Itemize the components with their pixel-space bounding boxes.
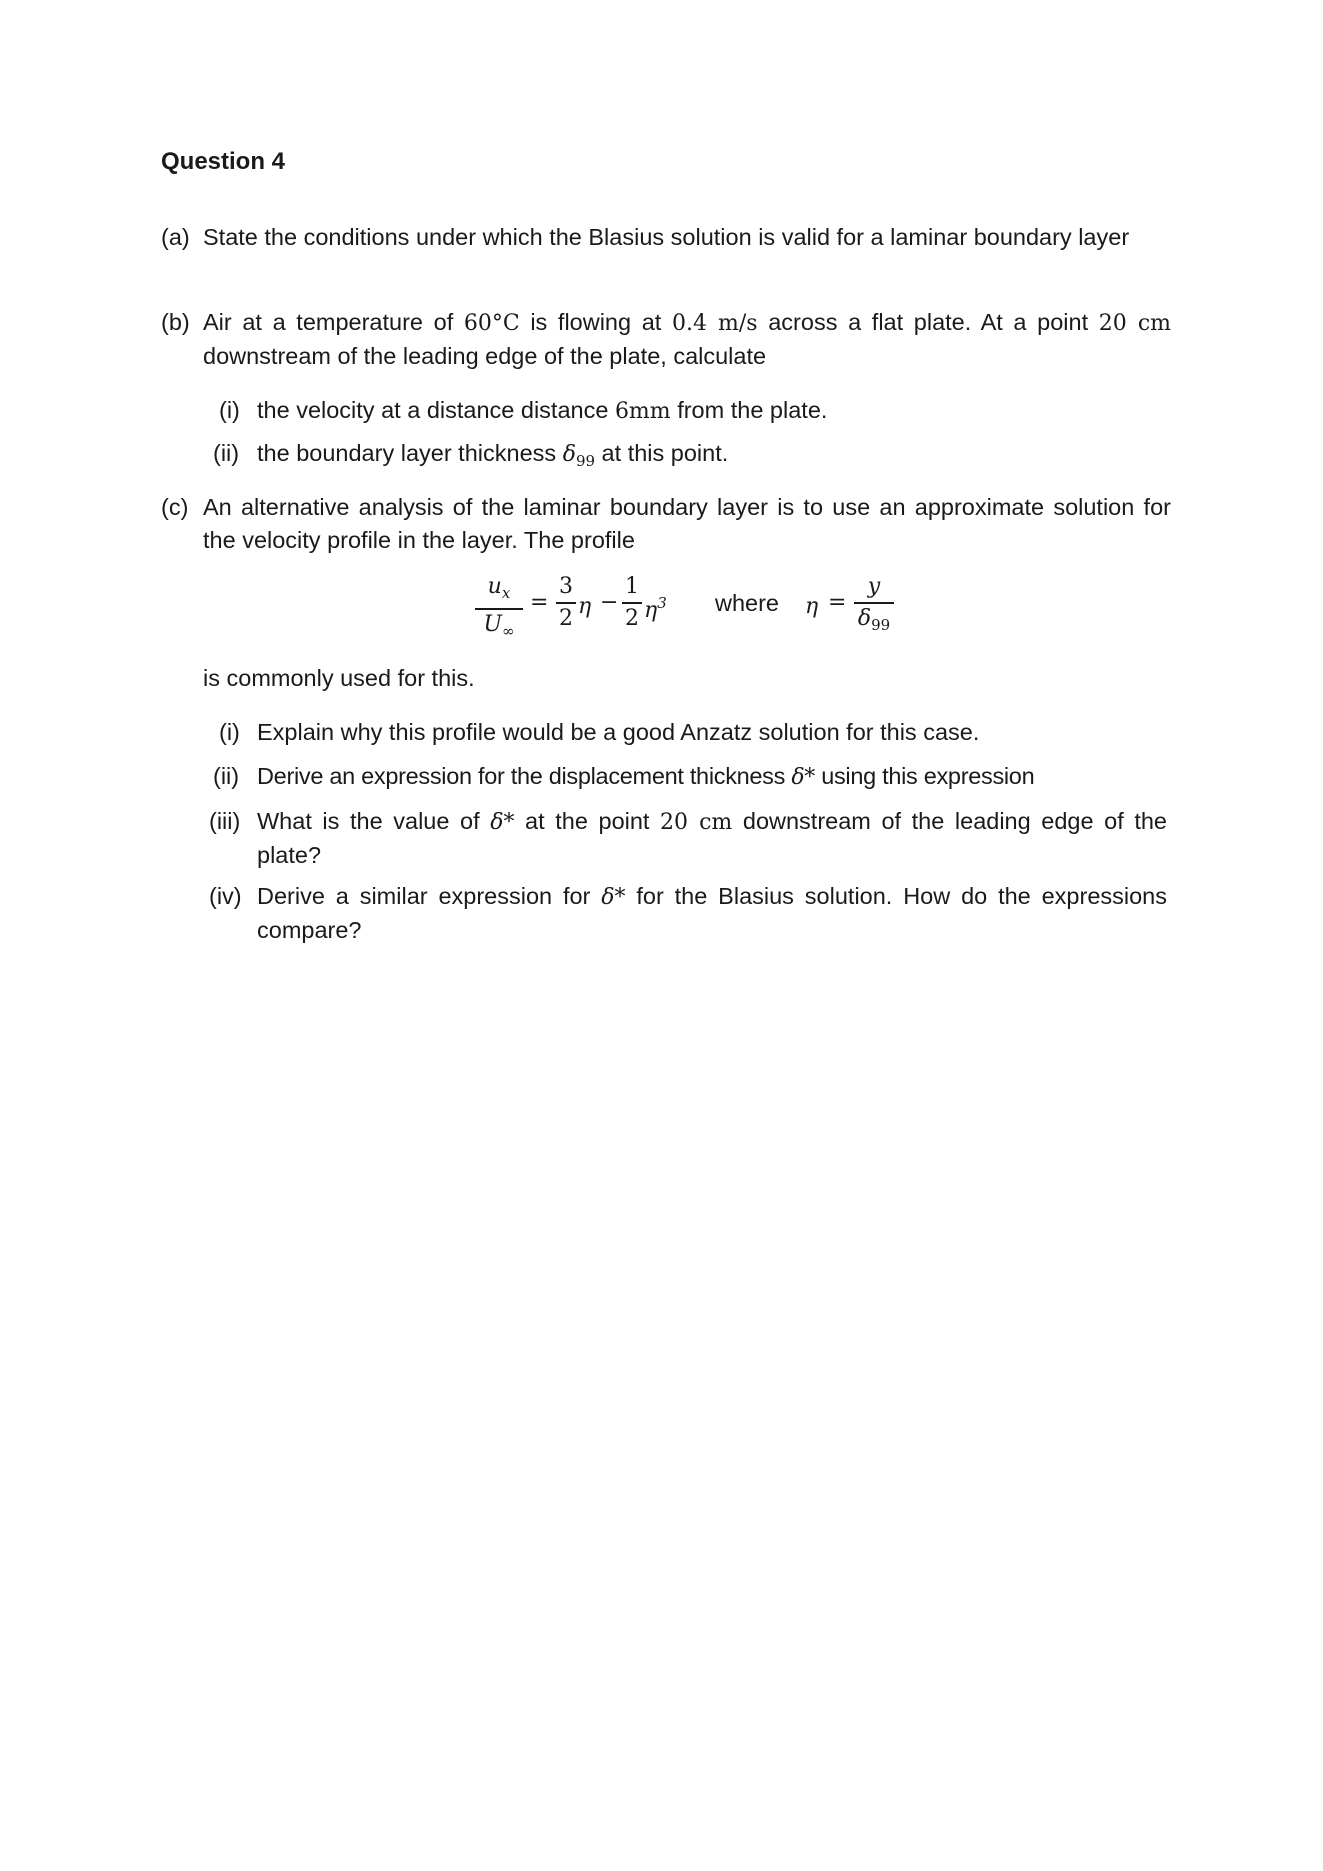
part-c-item-iv-label: (iv) (209, 883, 242, 909)
part-a-label: (a) (161, 224, 190, 250)
part-c-item-ii-text: Derive an expression for the displacement thickness δ* using this expression (257, 763, 1035, 790)
eta-cubed-symbol: $\eta^3$ (644, 594, 667, 623)
three-halves-fraction: 3 2 (556, 574, 576, 632)
part-c-item-iii-line2: plate? (257, 842, 322, 868)
part-c-item-iv-line2: compare? (257, 917, 362, 943)
part-b-label: (b) (161, 309, 190, 335)
lhs-fraction: $u_x$ $U_\infty$ (475, 574, 523, 644)
rhs-fraction: y $\delta_{99}$ (854, 574, 894, 638)
temperature-value: 60°C (463, 311, 520, 336)
part-c-item-i-label: (i) (219, 719, 240, 745)
one-half-fraction: 1 2 (622, 574, 642, 632)
part-b-line1: Air at a temperature of 60°C is flowing at 0.4 m/s across a flat plate. At a point 20 cm (203, 309, 1172, 336)
distance-value: 20 cm (1098, 311, 1172, 336)
part-c (161, 491, 1171, 557)
speed-value: 0.4 m/s (671, 311, 758, 336)
part-c-label: (c) (161, 494, 189, 520)
part-c-intro-line2: the velocity profile in the layer. The profile (203, 527, 635, 553)
part-b-item-i-label: (i) (219, 397, 240, 423)
part-c-intro-line1: An alternative analysis of the laminar boundary layer is to use an approximate solution for (203, 494, 1171, 520)
part-a-text: State the conditions under which the Blasius solution is valid for a laminar boundary layer (203, 224, 1130, 250)
part-b-item-i (219, 394, 1179, 428)
minus-sign: − (600, 590, 619, 615)
part-c-item-iii (209, 805, 1167, 872)
equals-sign: = (530, 590, 549, 615)
part-c-item-i-text: Explain why this profile would be a good Anzatz solution for this case. (257, 719, 980, 745)
part-b-line2: downstream of the leading edge of the plate, calculate (203, 343, 767, 369)
part-c-item-ii-label: (ii) (213, 763, 240, 789)
part-c-item-ii (213, 760, 1173, 794)
part-b-item-ii-label: (ii) (213, 440, 240, 466)
part-c-item-iv-line1: Derive a similar expression for δ* for the Blasius solution. How do the expressions (257, 883, 1167, 910)
question-heading: Question 4 (161, 148, 286, 175)
part-c-item-iv (209, 880, 1167, 947)
part-c-item-iii-label: (iii) (209, 808, 241, 834)
part-c-item-i (219, 716, 1179, 749)
part-b (161, 306, 1171, 373)
part-b-item-ii-text: the boundary layer thickness $\delta_{99}$ at this point. (257, 440, 729, 470)
eta-definition-symbol: η (805, 594, 819, 619)
after-equation-text: is commonly used for this. (203, 665, 475, 691)
part-b-item-ii (213, 437, 1173, 478)
equals-sign-2: = (828, 590, 847, 615)
part-c-item-iii-line1: What is the value of δ* at the point 20 cm downstream of the leading edge of the (257, 808, 1167, 835)
velocity-profile-equation (460, 574, 920, 654)
eta-symbol: η (578, 594, 592, 619)
part-b-item-i-text: the velocity at a distance distance 6mm from the plate. (257, 397, 828, 424)
part-a (161, 221, 1171, 254)
where-word: where (715, 590, 780, 616)
